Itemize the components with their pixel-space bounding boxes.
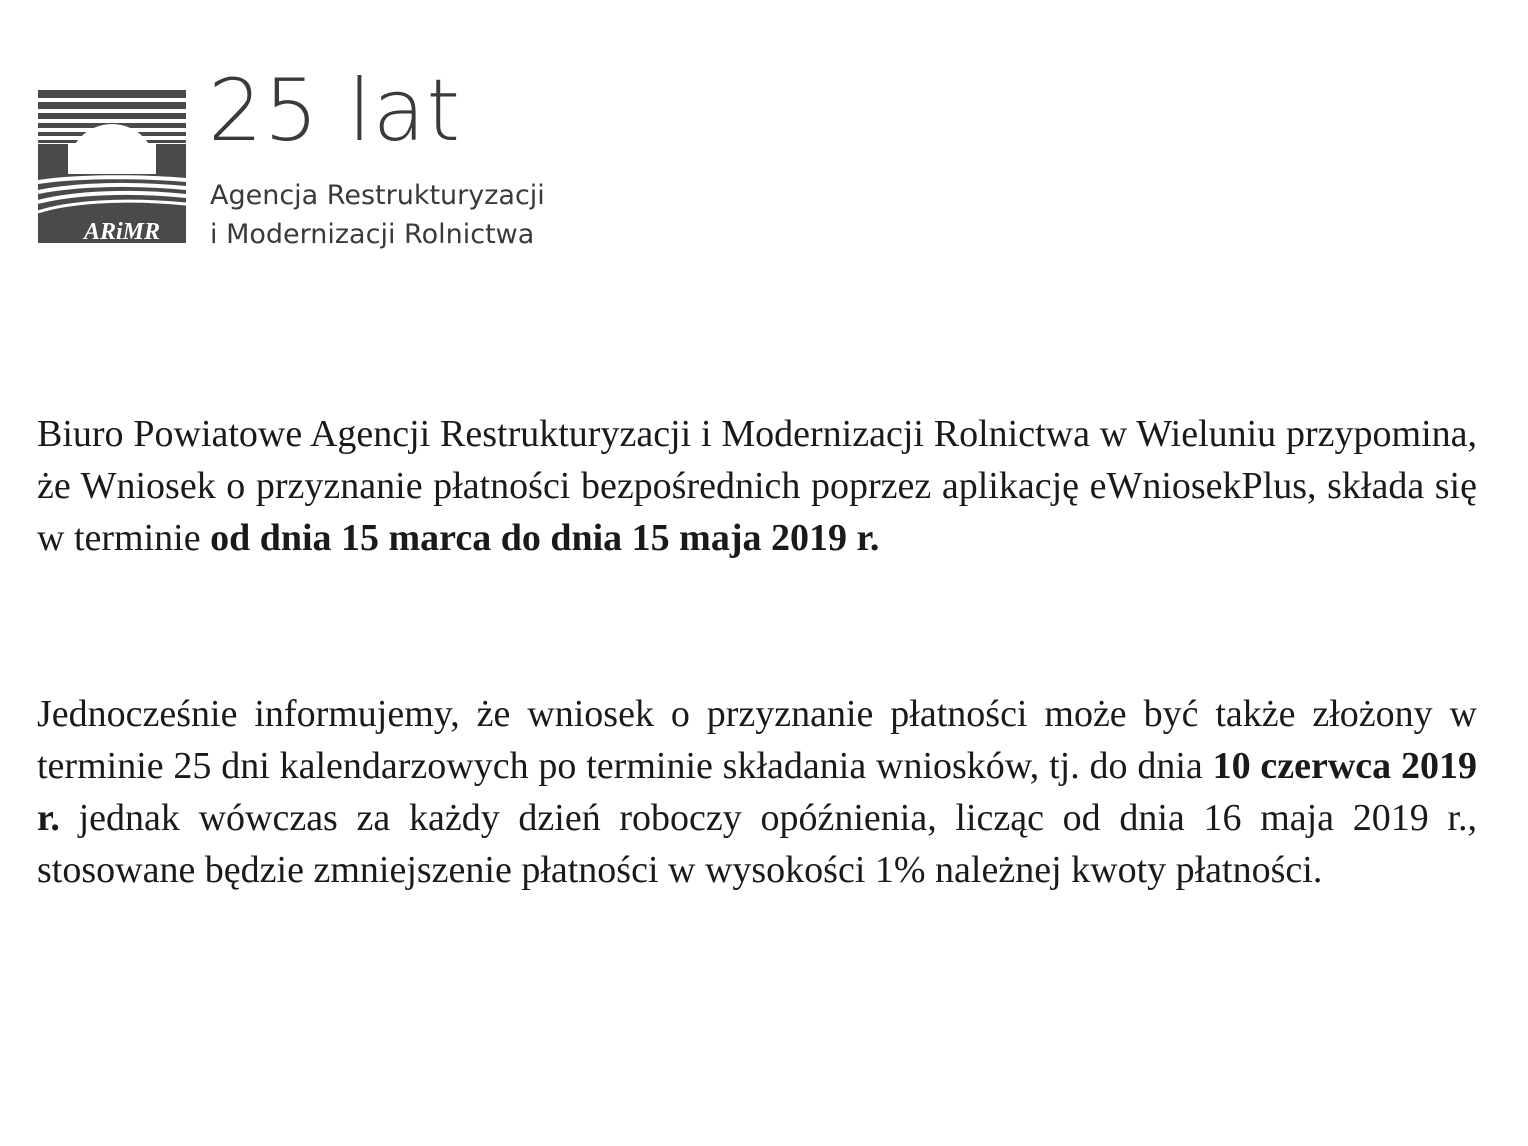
letterhead	[38, 61, 638, 268]
logo-text: ARiMR	[83, 219, 161, 243]
notice-body	[37, 408, 1477, 896]
anniversary-title: 25 lat	[208, 61, 462, 161]
agency-name-line1: Agencja Restrukturyzacji	[210, 180, 545, 211]
paragraph-late-submission	[37, 688, 1477, 896]
late-submission-text-end: jednak wówczas za każdy dzień roboczy opóźnienia, licząc od dnia 16 maja 2019 r., stosowane będzie zmniejszenie płatności w wysokości 1% należnej kwoty płatności.	[37, 797, 1477, 891]
paragraph-deadline-text: Biuro Powiatowe Agencji Restrukturyzacji i Modernizacji Rolnictwa w Wieluniu przypomina, że Wniosek o przyznanie płatności bezpośrednich poprzez aplikację eWniosekPlus, składa się w terminie	[37, 413, 1477, 559]
late-deadline-date: 10 czerwca 2019 r.	[37, 745, 1477, 839]
late-submission-text-start: Jednocześnie informujemy, że wniosek o przyznanie płatności może być także złożony w terminie 25 dni kalendarzowych po terminie składania wniosków, tj. do dnia	[37, 693, 1477, 787]
arimr-logo	[38, 90, 186, 243]
agency-name	[210, 176, 545, 254]
agency-name-line2: i Modernizacji Rolnictwa	[210, 219, 535, 250]
paragraph-deadline	[37, 408, 1477, 564]
deadline-dates: od dnia 15 marca do dnia 15 maja 2019 r.	[210, 517, 880, 559]
